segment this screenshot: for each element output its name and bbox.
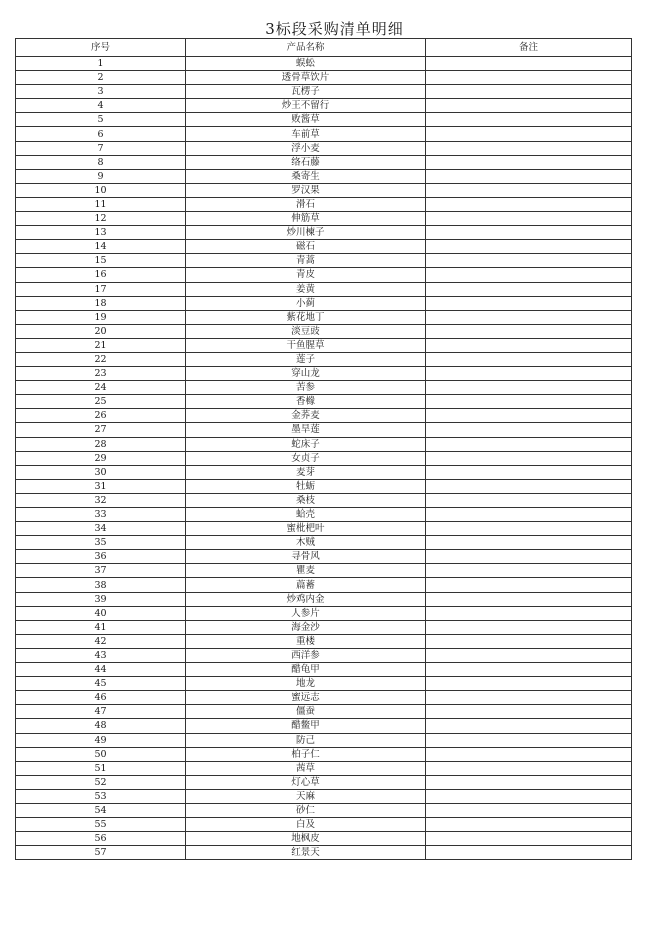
product-name: 僵蚕 <box>186 705 426 719</box>
remark-cell <box>426 733 632 747</box>
product-name: 瓦楞子 <box>186 85 426 99</box>
table-row <box>16 451 632 465</box>
table-row <box>16 197 632 211</box>
row-number: 10 <box>16 183 186 197</box>
remark-cell <box>426 648 632 662</box>
table-row <box>16 747 632 761</box>
remark-cell <box>426 663 632 677</box>
remark-cell <box>426 381 632 395</box>
row-number: 4 <box>16 99 186 113</box>
table-row <box>16 268 632 282</box>
table-row <box>16 141 632 155</box>
row-number: 13 <box>16 226 186 240</box>
row-number: 53 <box>16 789 186 803</box>
column-header-remark: 备注 <box>426 39 632 57</box>
table-row <box>16 634 632 648</box>
table-row <box>16 409 632 423</box>
product-name: 络石藤 <box>186 155 426 169</box>
remark-cell <box>426 268 632 282</box>
row-number: 50 <box>16 747 186 761</box>
remark-cell <box>426 634 632 648</box>
remark-cell <box>426 846 632 860</box>
product-name: 重楼 <box>186 634 426 648</box>
product-name: 砂仁 <box>186 803 426 817</box>
table-row <box>16 761 632 775</box>
row-number: 33 <box>16 508 186 522</box>
remark-cell <box>426 522 632 536</box>
remark-cell <box>426 719 632 733</box>
remark-cell <box>426 550 632 564</box>
product-name: 伸筋草 <box>186 212 426 226</box>
table-row <box>16 169 632 183</box>
row-number: 56 <box>16 832 186 846</box>
table-row <box>16 564 632 578</box>
remark-cell <box>426 832 632 846</box>
row-number: 54 <box>16 803 186 817</box>
product-name: 磁石 <box>186 240 426 254</box>
remark-cell <box>426 691 632 705</box>
row-number: 21 <box>16 338 186 352</box>
remark-cell <box>426 564 632 578</box>
remark-cell <box>426 409 632 423</box>
remark-cell <box>426 338 632 352</box>
product-name: 红景天 <box>186 846 426 860</box>
remark-cell <box>426 479 632 493</box>
table-row <box>16 352 632 366</box>
row-number: 47 <box>16 705 186 719</box>
table-row <box>16 691 632 705</box>
remark-cell <box>426 578 632 592</box>
table-row <box>16 296 632 310</box>
remark-cell <box>426 803 632 817</box>
column-header-product-name: 产品名称 <box>186 39 426 57</box>
table-row <box>16 803 632 817</box>
product-name: 桑寄生 <box>186 169 426 183</box>
remark-cell <box>426 296 632 310</box>
product-name: 柏子仁 <box>186 747 426 761</box>
remark-cell <box>426 818 632 832</box>
remark-cell <box>426 465 632 479</box>
table-row <box>16 423 632 437</box>
product-name: 桑枝 <box>186 493 426 507</box>
product-name: 浮小麦 <box>186 141 426 155</box>
row-number: 29 <box>16 451 186 465</box>
row-number: 32 <box>16 493 186 507</box>
table-row <box>16 310 632 324</box>
product-name: 穿山龙 <box>186 367 426 381</box>
remark-cell <box>426 536 632 550</box>
product-name: 蜜枇杷叶 <box>186 522 426 536</box>
table-row <box>16 677 632 691</box>
product-name: 麦芽 <box>186 465 426 479</box>
remark-cell <box>426 352 632 366</box>
product-name: 淡豆豉 <box>186 324 426 338</box>
remark-cell <box>426 761 632 775</box>
row-number: 46 <box>16 691 186 705</box>
table-header-row <box>16 39 632 57</box>
row-number: 34 <box>16 522 186 536</box>
product-name: 蜜远志 <box>186 691 426 705</box>
product-name: 海金沙 <box>186 620 426 634</box>
row-number: 28 <box>16 437 186 451</box>
row-number: 48 <box>16 719 186 733</box>
row-number: 5 <box>16 113 186 127</box>
remark-cell <box>426 226 632 240</box>
row-number: 25 <box>16 395 186 409</box>
row-number: 31 <box>16 479 186 493</box>
product-name: 小蓟 <box>186 296 426 310</box>
product-name: 苦参 <box>186 381 426 395</box>
remark-cell <box>426 395 632 409</box>
product-name: 干鱼腥草 <box>186 338 426 352</box>
row-number: 49 <box>16 733 186 747</box>
product-name: 地枫皮 <box>186 832 426 846</box>
product-name: 地龙 <box>186 677 426 691</box>
table-row <box>16 395 632 409</box>
table-row <box>16 183 632 197</box>
row-number: 55 <box>16 818 186 832</box>
product-name: 墨旱莲 <box>186 423 426 437</box>
row-number: 6 <box>16 127 186 141</box>
product-name: 青皮 <box>186 268 426 282</box>
table-row <box>16 663 632 677</box>
remark-cell <box>426 57 632 71</box>
product-name: 蜈蚣 <box>186 57 426 71</box>
remark-cell <box>426 310 632 324</box>
row-number: 52 <box>16 775 186 789</box>
row-number: 39 <box>16 592 186 606</box>
remark-cell <box>426 747 632 761</box>
table-row <box>16 155 632 169</box>
row-number: 7 <box>16 141 186 155</box>
row-number: 37 <box>16 564 186 578</box>
product-name: 蛇床子 <box>186 437 426 451</box>
table-row <box>16 113 632 127</box>
remark-cell <box>426 240 632 254</box>
product-name: 萹蓄 <box>186 578 426 592</box>
table-row <box>16 127 632 141</box>
remark-cell <box>426 324 632 338</box>
row-number: 42 <box>16 634 186 648</box>
row-number: 36 <box>16 550 186 564</box>
table-row <box>16 324 632 338</box>
remark-cell <box>426 705 632 719</box>
remark-cell <box>426 508 632 522</box>
row-number: 35 <box>16 536 186 550</box>
row-number: 20 <box>16 324 186 338</box>
product-name: 灯心草 <box>186 775 426 789</box>
table-row <box>16 338 632 352</box>
row-number: 11 <box>16 197 186 211</box>
product-name: 寻骨风 <box>186 550 426 564</box>
remark-cell <box>426 789 632 803</box>
column-header-number: 序号 <box>16 39 186 57</box>
row-number: 24 <box>16 381 186 395</box>
row-number: 40 <box>16 606 186 620</box>
product-name: 西洋参 <box>186 648 426 662</box>
table-row <box>16 57 632 71</box>
product-name: 蛤壳 <box>186 508 426 522</box>
remark-cell <box>426 183 632 197</box>
row-number: 9 <box>16 169 186 183</box>
table-row <box>16 550 632 564</box>
remark-cell <box>426 592 632 606</box>
row-number: 17 <box>16 282 186 296</box>
remark-cell <box>426 493 632 507</box>
table-row <box>16 832 632 846</box>
product-name: 炒鸡内金 <box>186 592 426 606</box>
remark-cell <box>426 423 632 437</box>
table-row <box>16 71 632 85</box>
product-name: 青蒿 <box>186 254 426 268</box>
table-row <box>16 437 632 451</box>
row-number: 8 <box>16 155 186 169</box>
table-row <box>16 846 632 860</box>
product-name: 白及 <box>186 818 426 832</box>
row-number: 57 <box>16 846 186 860</box>
remark-cell <box>426 451 632 465</box>
product-name: 防己 <box>186 733 426 747</box>
product-name: 醋鳖甲 <box>186 719 426 733</box>
remark-cell <box>426 113 632 127</box>
table-row <box>16 254 632 268</box>
product-name: 滑石 <box>186 197 426 211</box>
remark-cell <box>426 282 632 296</box>
table-row <box>16 508 632 522</box>
product-name: 败酱草 <box>186 113 426 127</box>
row-number: 30 <box>16 465 186 479</box>
table-row <box>16 465 632 479</box>
document-title: 3标段采购清单明细 <box>265 20 404 38</box>
table-row <box>16 818 632 832</box>
procurement-table <box>15 38 632 860</box>
table-row <box>16 493 632 507</box>
row-number: 16 <box>16 268 186 282</box>
remark-cell <box>426 254 632 268</box>
product-name: 木贼 <box>186 536 426 550</box>
table-row <box>16 620 632 634</box>
table-row <box>16 367 632 381</box>
table-row <box>16 240 632 254</box>
table-row <box>16 85 632 99</box>
row-number: 14 <box>16 240 186 254</box>
product-name: 茜草 <box>186 761 426 775</box>
table-row <box>16 592 632 606</box>
table-body <box>16 57 632 860</box>
remark-cell <box>426 620 632 634</box>
row-number: 19 <box>16 310 186 324</box>
table-row <box>16 719 632 733</box>
remark-cell <box>426 606 632 620</box>
product-name: 天麻 <box>186 789 426 803</box>
remark-cell <box>426 775 632 789</box>
remark-cell <box>426 169 632 183</box>
row-number: 44 <box>16 663 186 677</box>
table-row <box>16 775 632 789</box>
product-name: 金荞麦 <box>186 409 426 423</box>
row-number: 43 <box>16 648 186 662</box>
row-number: 41 <box>16 620 186 634</box>
table-row <box>16 226 632 240</box>
remark-cell <box>426 212 632 226</box>
product-name: 莲子 <box>186 352 426 366</box>
product-name: 香橼 <box>186 395 426 409</box>
row-number: 26 <box>16 409 186 423</box>
table-row <box>16 578 632 592</box>
table-row <box>16 99 632 113</box>
product-name: 姜黄 <box>186 282 426 296</box>
product-name: 炒川楝子 <box>186 226 426 240</box>
row-number: 23 <box>16 367 186 381</box>
table-row <box>16 381 632 395</box>
product-name: 人参片 <box>186 606 426 620</box>
table-row <box>16 606 632 620</box>
product-name: 罗汉果 <box>186 183 426 197</box>
table-row <box>16 282 632 296</box>
table-row <box>16 648 632 662</box>
product-name: 醋龟甲 <box>186 663 426 677</box>
row-number: 12 <box>16 212 186 226</box>
row-number: 1 <box>16 57 186 71</box>
remark-cell <box>426 127 632 141</box>
remark-cell <box>426 71 632 85</box>
product-name: 车前草 <box>186 127 426 141</box>
row-number: 3 <box>16 85 186 99</box>
product-name: 牡蛎 <box>186 479 426 493</box>
remark-cell <box>426 141 632 155</box>
remark-cell <box>426 677 632 691</box>
row-number: 38 <box>16 578 186 592</box>
table-row <box>16 212 632 226</box>
table-row <box>16 789 632 803</box>
row-number: 2 <box>16 71 186 85</box>
table-row <box>16 705 632 719</box>
row-number: 15 <box>16 254 186 268</box>
remark-cell <box>426 437 632 451</box>
product-name: 紫花地丁 <box>186 310 426 324</box>
row-number: 18 <box>16 296 186 310</box>
product-name: 炒王不留行 <box>186 99 426 113</box>
table-row <box>16 522 632 536</box>
row-number: 22 <box>16 352 186 366</box>
table-row <box>16 536 632 550</box>
remark-cell <box>426 85 632 99</box>
table-row <box>16 479 632 493</box>
remark-cell <box>426 99 632 113</box>
row-number: 51 <box>16 761 186 775</box>
product-name: 女贞子 <box>186 451 426 465</box>
remark-cell <box>426 367 632 381</box>
remark-cell <box>426 197 632 211</box>
product-name: 透骨草饮片 <box>186 71 426 85</box>
table-row <box>16 733 632 747</box>
remark-cell <box>426 155 632 169</box>
row-number: 27 <box>16 423 186 437</box>
row-number: 45 <box>16 677 186 691</box>
product-name: 瞿麦 <box>186 564 426 578</box>
